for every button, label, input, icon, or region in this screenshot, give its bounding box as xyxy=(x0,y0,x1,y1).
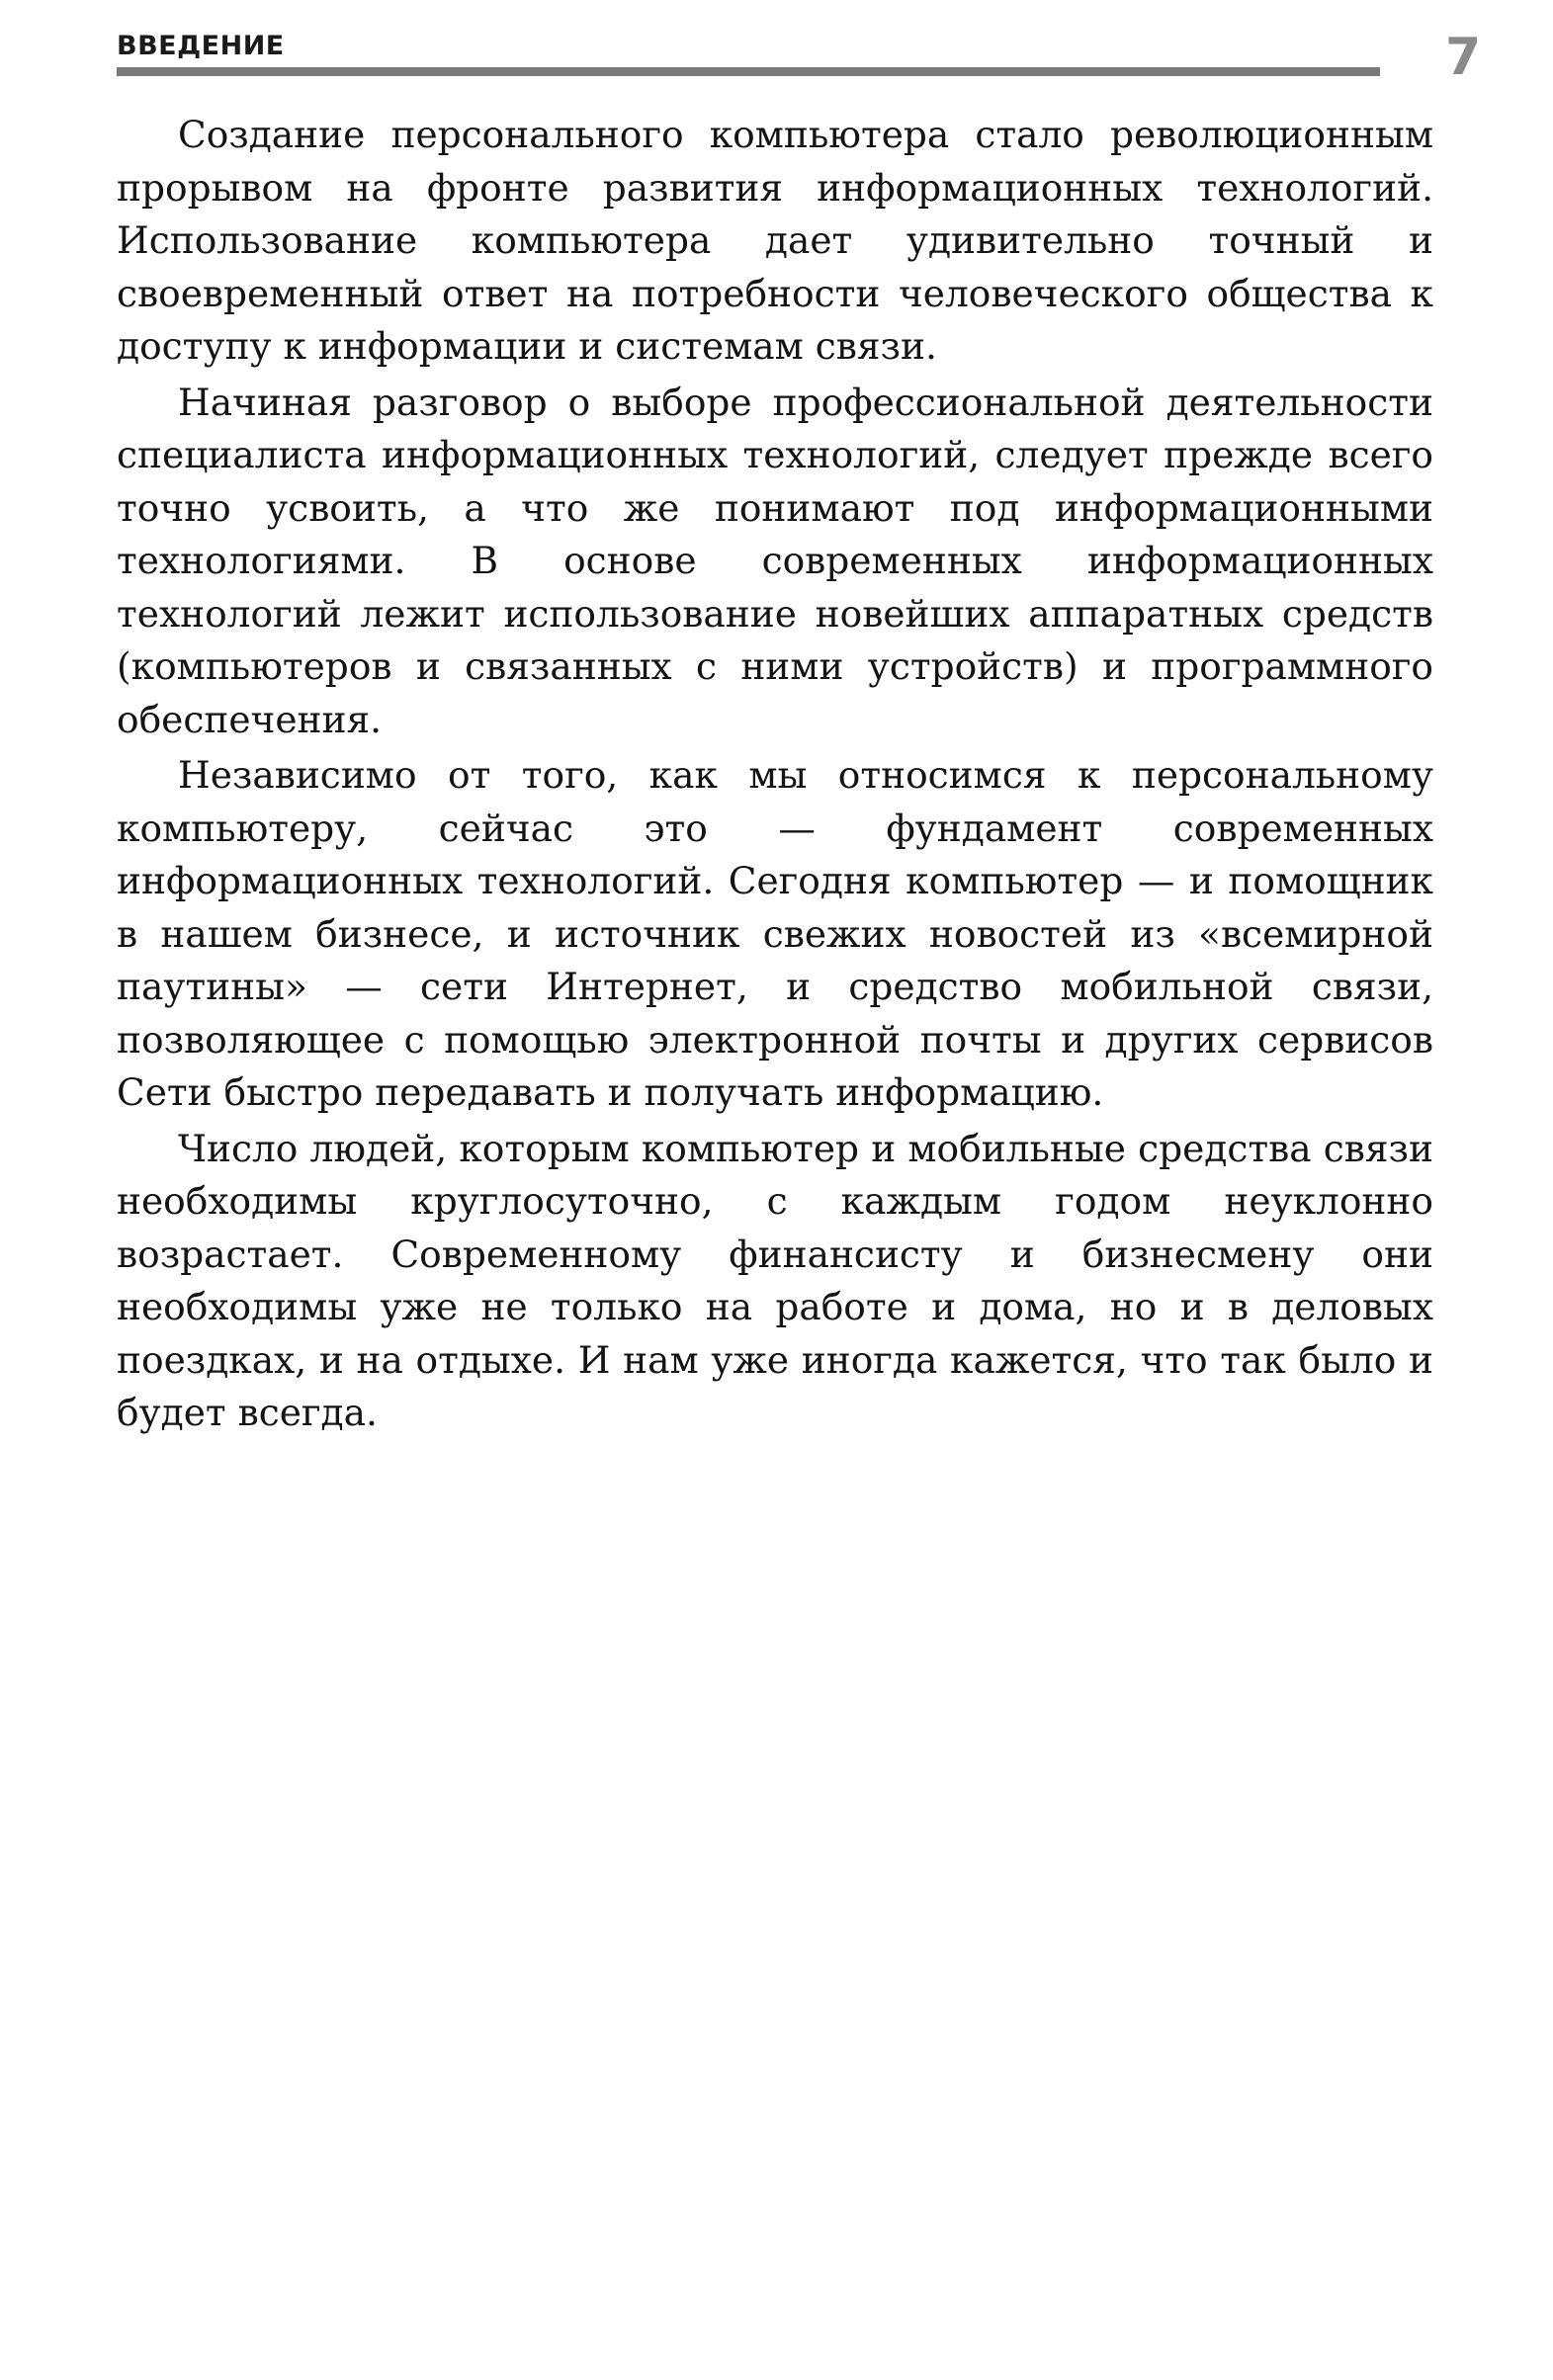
chapter-title: ВВЕДЕНИЕ xyxy=(117,31,285,61)
page-number: 7 xyxy=(1445,28,1482,87)
header-rule xyxy=(117,67,1380,76)
body-text xyxy=(117,109,1433,1443)
paragraph-3: Независимо от того, как мы относимся к персональному компьютеру, сейчас это — фундамент современных информационных технологий. Сегодня компьютер — и помощник в нашем бизнесе, и источник свежих новостей из «всемирной паутины» — сети Интернет, и средство мобильной связи, позволяющее с помощью электронной почты и других сервисов Сети быстро передавать и получать информацию. xyxy=(117,753,1433,1114)
paragraph-4: Число людей, которым компьютер и мобильные средства связи необходимы круглосуточно, с каждым годом неуклонно возрастает. Современному финансисту и бизнесмену они необходимы уже не только на работе и дома, но и в деловых поездках, и на отдыхе. И нам уже иногда кажется, что так было и будет всегда. xyxy=(117,1126,1433,1434)
paragraph-1: Создание персонального компьютера стало революционным прорывом на фронте развития информационных технологий. Использование компьютера дает удивительно точный и своевременный ответ на потребности человеческого общества к доступу к информации и системам связи. xyxy=(117,113,1433,368)
running-header xyxy=(117,32,1382,81)
paragraph-2: Начиная разговор о выборе профессиональной деятельности специалиста информационных технологий, следует прежде всего точно усвоить, а что же понимают под информационными технологиями. В основе современных информационных технологий лежит использование новейших аппаратных средств (компьютеров и связанных с ними устройств) и программного обеспечения. xyxy=(117,380,1433,741)
